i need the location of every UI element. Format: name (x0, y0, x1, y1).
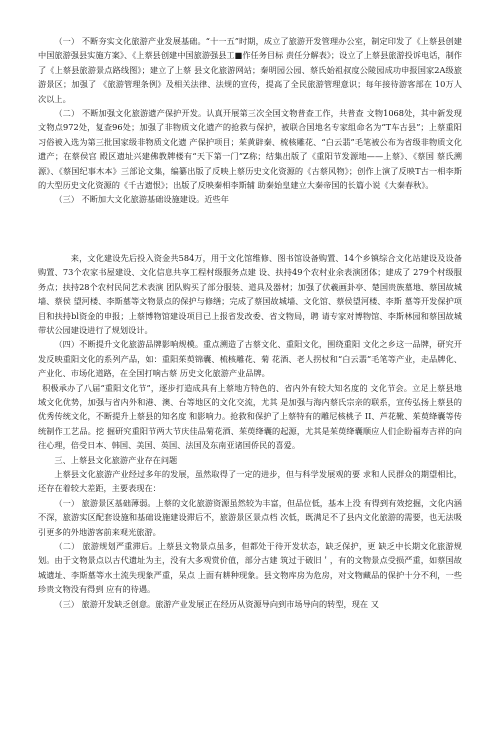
paragraph: 积极承办了八届“重阳文化节”，逐步打造成具有上蔡地方特色的、省内外有较大知名度的 文化节会。立足上蔡县地域文化优势，加强与省内外和港、澳、台等地区的文化交流，尤其 是加强与海内蔡氏宗亲的联系，宣传弘扬上蔡县的优秀传统文化，不断提升上蔡县的知名度 和影响力。抢救和保护了上蔡特有的雕尼核桃子 II、芦花靴、茱萸绛囊等传统制作工艺品。挖 掘研究重阳节两大节庆佳品菊花酒、茱萸绛囊的起源，尤其是茱萸绛囊顺应人们企盼福寿吉祥的向 往心理，倍受日本、韩国、美国、英国、法国及东南亚诸国侨民的喜爱。 (38, 382, 462, 451)
paragraph: （三） 不断加大文化旅游基础设施建设。近些年 (54, 194, 229, 205)
paragraph: 来，文化建设先后投入资金共584万，用于文化馆维修、图书馆设备购置、14个乡镇综合文化站建设及设备购置、73个农家书屋建设、文化信息共享工程村级服务点建 设、扶持49个农村业余表演团体；建成了 279个村级服务点；扶持28个农村民间艺术表演 团队购买了部分服装、道具及器材；加强了伏羲画卦亭、楚国贵族墓地、蔡国故城墙、蔡侯 望河楼、李斯墓等文物景点的保护与修缮；完成了蔡国故城墙、文化馆、蔡侯望河楼、李斯 墓等开发保护项目和扶持bl资金的申报；上蔡博物馆建设项目已上报省发改委、省文物局，聘 请专家对博物馆、李斯林园和蔡国故城带状公园建设进行了规划设计。 (38, 252, 462, 335)
paragraph: （三） 旅游开发缺乏创意。旅游产业发展正在经历从资源导向到市场导向的转型，现在 又 (54, 598, 379, 609)
paragraph: （一） 旅游景区基础薄弱。上蔡的文化旅游资源虽然较为丰富，但品位低，基本上没 有得到有效挖掘，文化内涵不深，旅游实区配套设施和基础设施建设滞后不，旅游景区景点档 次低，既满足不了县内文化旅游的需要，也无法吸引更多的外地游客前来观光旅游。 (38, 497, 462, 537)
paragraph: 上蔡县文化旅游产业经过多年的发展，虽然取得了一定的进步，但与科学发展观的要 求和人民群众的期望相比，还存在着较大差距，主要表现在： (38, 468, 462, 494)
paragraph: （一） 不断夯实文化旅游产业发展基础。“十一五”时期，成立了旅游开发管理办公室，制定印发了《上蔡县创建中国旅游强县实施方案》、《上蔡县创建中国旅游强县工■作任务目标 责任分解表》；设立了上蔡县旅游投诉电话，制作了《上蔡县旅游景点路线图》；建立了上蔡 县文化旅游网站；秦明园公园、蔡氏始祖叔度公陵园成功申报国家2A级旅游景区；加强了 《旅游管理条例》及相关法律、法规的宣传，提高了全民旅游管理意识；每年接待游客部在 10万人次以上。 (38, 36, 462, 104)
paragraph: （二） 旅游规划严重滞后。上蔡县文物景点虽多，但都处于待开发状态，缺乏保护，更 缺乏中长期文化旅游规划。由于文物景点以古代遗址为主，没有大多观赏价值，部分古建 筑过于破旧＇，有的文物景点受损严重，如蔡国故城遗址、李斯墓等水土流失现象严重，呆点 上面有耕种现象。县文物库房为危房，对文物藏品的保护十分不利，一些珍贵文物没有得到 应有的待遇。 (38, 541, 462, 595)
paragraph: （二） 不断加强文化旅游遗产保护开发。认真开展第三次全国文物普查工作，共普查 文物1068处，其中新发现文物点972处，复查96处；加强了非物质文化遗产的抢救与保护，被联合国地名专家组命名为“T车古县”；上蔡重阳习俗被入选为第三批国家级非物质文化遗 产保护项目；茱黄辟秦、梳核雕花、“白云翡”毛笔被公布为省级非物质文化遗产；在蔡侯宫 殿区遗址兴建佛教牌楼有“天下第一门”Z称；结集出版了《重阳节发源地——上蔡》、《蔡国 蔡氏溯源》、《蔡国纪事木本》三部论文集，编纂出版了反映上蔡历史文化资源的《古蔡风物》；创作上演了反映T古一相李斯的大型历史文化资源的《千古遗恨》；出版了反映秦相李斯辅 助秦始皇建立大秦帝国的长篇小说《大秦春秋》。 (38, 108, 462, 191)
body-text-top (38, 34, 462, 207)
paragraph: （四）不断提升文化旅游品牌影响规模。重点溯造了古蔡文化、重阳文化，围绕重阳 文化之乡这一品牌，研究开发反映重阳文化的系列产品，如：重阳茱萸锦囊、梳核雕花、菊 花酒、老人拐杖和“白云翡”毛笔等产业，走品牌化、产业化、市场化道路，在全国打响古蔡 历史文化旅游产业品牌。 (38, 339, 462, 379)
blank-gap (38, 207, 462, 251)
body-text-bottom (38, 251, 462, 611)
section-heading: 三、上蔡县文化旅游产业存在问题 (54, 454, 178, 465)
